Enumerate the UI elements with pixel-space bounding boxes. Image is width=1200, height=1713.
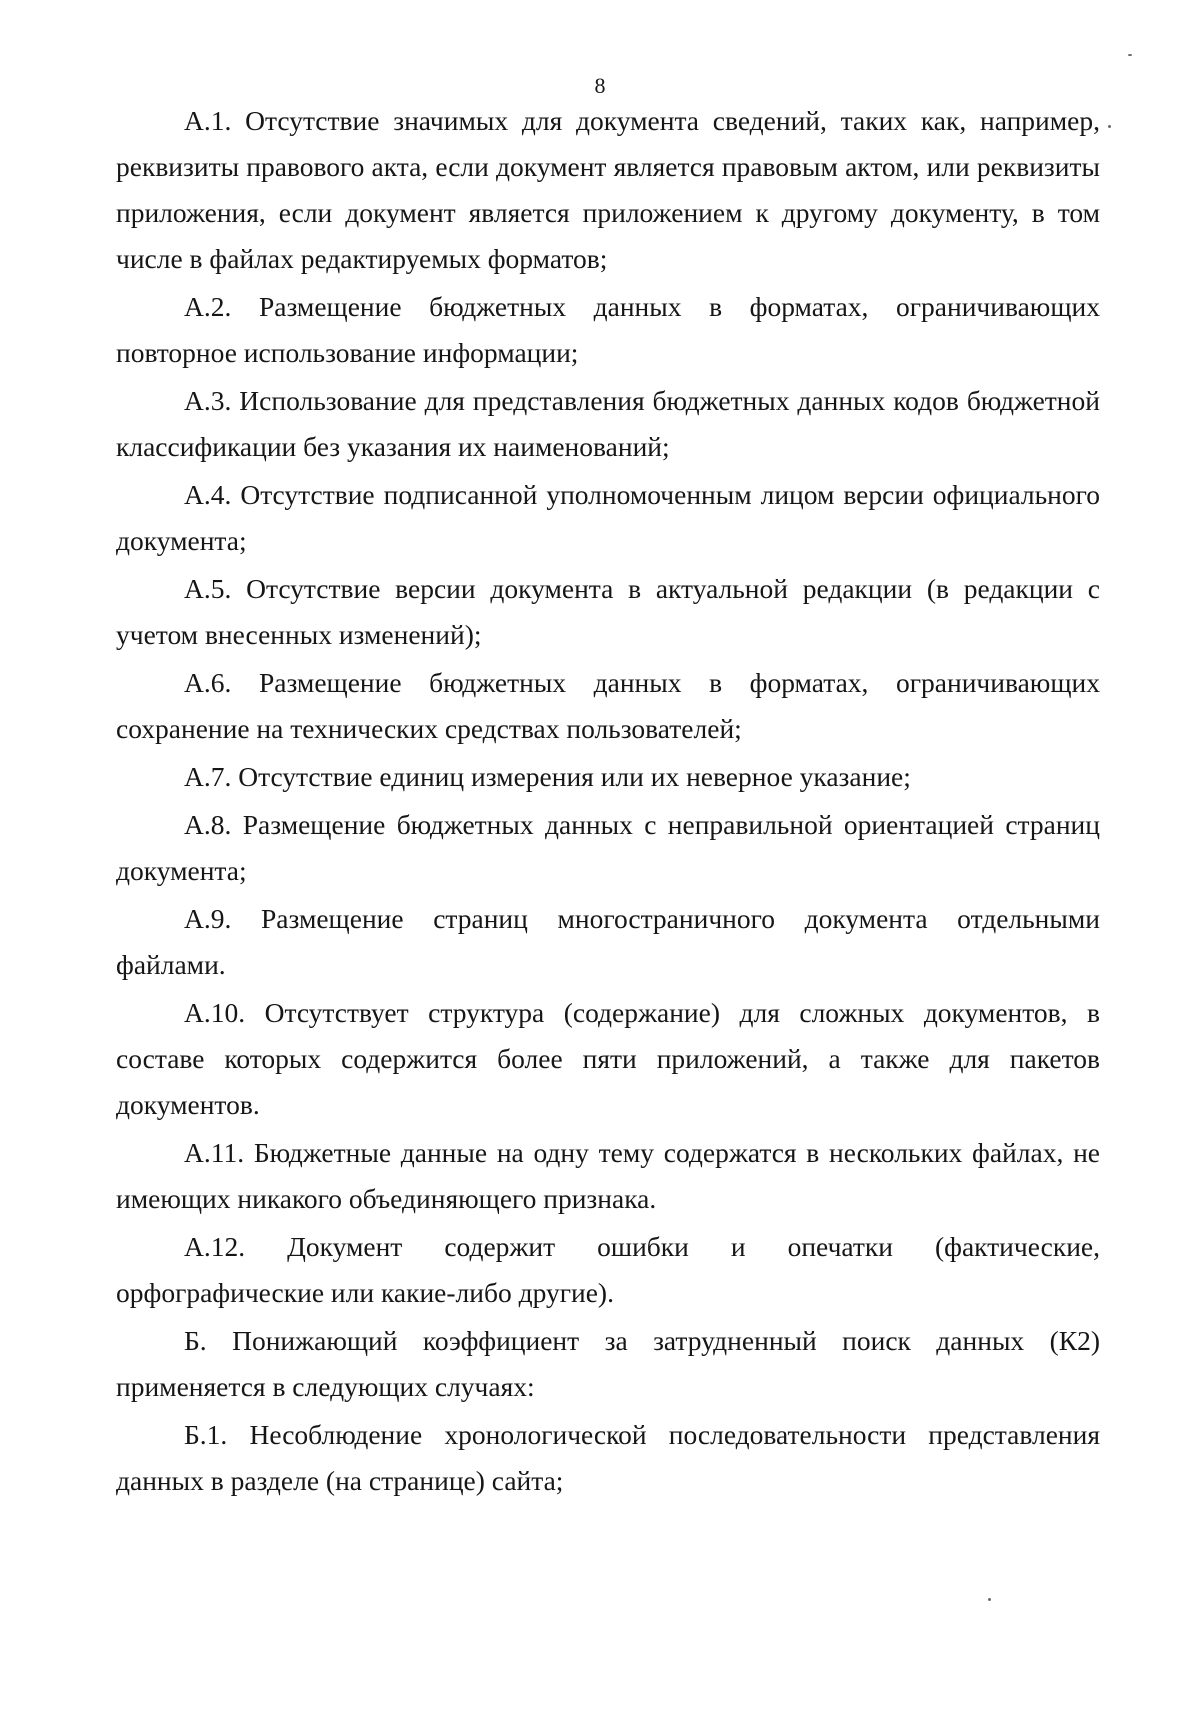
scan-speck <box>1108 125 1111 128</box>
paragraph-a10: А.10. Отсутствует структура (содержание) для сложных документов, в составе которых содержится более пяти приложений, а также для пакетов документов. <box>116 997 1100 1120</box>
paragraph-a3: А.3. Использование для представления бюджетных данных кодов бюджетной классификации без указания их наименований; <box>116 385 1100 462</box>
paragraph-b: Б. Понижающий коэффициент за затрудненный поиск данных (К2) применяется в следующих случаях: <box>116 1325 1100 1402</box>
paragraph-a8: А.8. Размещение бюджетных данных с неправильной ориентацией страниц документа; <box>116 809 1100 886</box>
paragraph-a11: А.11. Бюджетные данные на одну тему содержатся в нескольких файлах, не имеющих никакого объединяющего признака. <box>116 1137 1100 1214</box>
paragraph-b1: Б.1. Несоблюдение хронологической последовательности представления данных в разделе (на странице) сайта; <box>116 1419 1100 1496</box>
paragraph-a12: А.12. Документ содержит ошибки и опечатки (фактические, орфографические или какие-либо другие). <box>116 1231 1100 1308</box>
paragraph-a6: А.6. Размещение бюджетных данных в форматах, ограничивающих сохранение на технических средствах пользователей; <box>116 667 1100 744</box>
paragraph-a7: А.7. Отсутствие единиц измерения или их неверное указание; <box>184 761 911 792</box>
paragraph-a2: А.2. Размещение бюджетных данных в форматах, ограничивающих повторное использование информации; <box>116 291 1100 368</box>
paragraph-a4: А.4. Отсутствие подписанной уполномоченным лицом версии официального документа; <box>116 479 1100 556</box>
paragraph-a5: А.5. Отсутствие версии документа в актуальной редакции (в редакции с учетом внесенных изменений); <box>116 573 1100 650</box>
scan-speck <box>1128 54 1132 56</box>
page-number: 8 <box>594 73 606 98</box>
paragraph-a9: А.9. Размещение страниц многостраничного документа отдельными файлами. <box>116 903 1100 980</box>
paragraph-a1: А.1. Отсутствие значимых для документа сведений, таких как, например, реквизиты правового акта, если документ является правовым актом, или реквизиты приложения, если документ является приложением к другому документу, в том числе в файлах редактируемых форматов; <box>116 105 1100 274</box>
scan-speck <box>988 1598 991 1601</box>
document-body <box>116 98 1100 1506</box>
